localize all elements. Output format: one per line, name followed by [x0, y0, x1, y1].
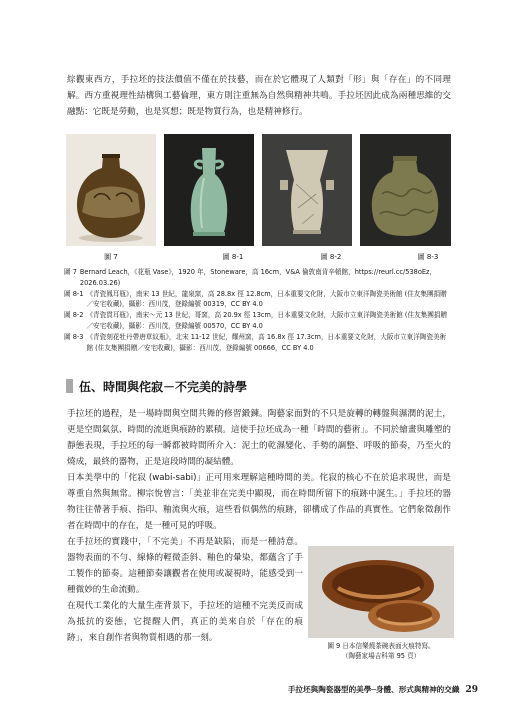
fig8-1-photo: [164, 134, 254, 246]
caption-fig8-3: [64, 332, 452, 354]
section-heading: [66, 378, 247, 394]
fig7-label: 圖 7: [104, 253, 118, 261]
fig9-caption-line-2: （陶藝家場吉科第 95 頁）: [341, 651, 421, 660]
section-title: 伍、時間與侘寂－不完美的詩學: [79, 379, 248, 394]
fig9-caption-line-1: 圖 9 日本信樂燒茶碗表面火痕特寫。: [327, 642, 435, 650]
caption-text: 《青瓷貫耳瓶》，南宋〜元 13 世紀，哥窯，高 20.9x 徑 13cm，日本重要文化財，大阪市立東洋陶瓷美術館 (住友集團捐贈／安宅收藏)，攝影：西川茂，登錄編號 00570，CC BY 4.0: [86, 311, 448, 330]
caption-label: 圖 8-3: [64, 332, 84, 341]
figure-captions: [64, 267, 452, 353]
fig8-2-photo: [262, 134, 352, 246]
caption-label: 圖 8-1: [64, 289, 84, 298]
running-title: 手拉坯與陶瓷器型的美學─身體、形式與精神的交織: [287, 685, 460, 694]
heading-marker: [66, 379, 73, 393]
page-footer: [288, 684, 478, 695]
fig7-photo: [66, 134, 156, 246]
fig8-2-label: 圖 8-2: [320, 253, 342, 261]
fig9-photo: [308, 546, 454, 638]
caption-label: 圖 7: [64, 268, 77, 276]
fig9-caption: [310, 642, 452, 661]
body-paragraph-3: 在手拉坯的實踐中，「不完美」不再是缺陷，而是一種詩意。器物表面的不勻、線條的輕微歪斜、釉色的暈染，都蘊含了手工製作的節奏。這種節奏讓觀者在使用或凝視時，能感受到一種微妙的生命流動。: [67, 537, 303, 595]
caption-label: 圖 8-2: [64, 311, 84, 320]
caption-text: 《青瓷鳳耳瓶》，南宋 13 世紀，龍泉窯，高 28.8x 徑 12.8cm，日本重要文化財，大阪市立東洋陶瓷美術館 (住友集團捐贈／安宅收藏)，攝影：西川茂，登錄編號 00319，CC BY 4.0: [86, 289, 447, 309]
figure-row: [66, 134, 451, 246]
body-paragraph-1: 手拉坯的過程，是一場時間與空間共舞的修習鍛鍊。陶藝家面對的不只是旋轉的轉盤與濕潤的泥土，更是空間氣氛、時間的流逝與痕跡的累積。這使手拉坯成為一種「時間的藝術」。不同於繪畫與雕塑的靜態表現，手拉坯的每一瞬都被時間所介入：泥土的乾濕變化、手勢的調整、呼吸的節奏，乃至火的燒成，最終的器物，正是這段時間的凝結體。: [67, 409, 451, 467]
intro-paragraph: 綜觀東西方，手拉坯的技法價值不僅在於技藝，而在於它體現了人類對「形」與「存在」的不同理解。西方重視理性結構與工藝倫理，東方則注重無為自然與精神共鳴。手拉坯因此成為兩種思維的交融點：它既是勞動，也是冥想；既是物質行為，也是精神修行。: [67, 75, 451, 117]
caption-text: Bernard Leach，《花瓶 Vase》，1920 年，Stoneware，高 16cm，V&A 倫敦南肯辛頓館，https://reurl.cc/538oEz，2026.03.26): [79, 268, 437, 287]
fig8-1-label: 圖 8-1: [222, 253, 244, 261]
caption-text: 《青瓷刻花牡丹帶唐草紋瓶》，北宋 11-12 世紀，耀州窯，高 16.8x 徑 17.3cm，日本重要文化財，大阪市立東洋陶瓷美術館 (住友集團捐贈／安宅收藏)，攝影：西川茂，登錄編號 00666，CC BY 4.0: [86, 332, 447, 352]
page-number: 29: [465, 685, 478, 695]
caption-fig8-2: [64, 310, 452, 332]
caption-fig8-1: [64, 289, 452, 311]
body-paragraph-4: 在現代工業化的大量生產背景下，手拉坯的這種不完美反而成為抵抗的姿態，它提醒人們，真正的美來自於「存在的痕跡」，來自創作者與物質相遇的那一刻。: [67, 601, 303, 643]
fig8-3-label: 圖 8-3: [417, 253, 439, 261]
body-paragraph-2: 日本美學中的「侘寂 (wabi-sabi)」正可用來理解這種時間的美。侘寂的核心不在於追求現世，而是尊重自然與無常。柳宗悅曾言：「美並非在完美中顯現，而在時間所留下的痕跡中誕生。」手拉坯的器物往往帶著手痕、指印、釉流與火痕，這些看似偶然的痕跡，卻構成了作品的真實性。它們象徵創作者在時間中的存在，是一種可見的呼吸。: [67, 473, 451, 531]
fig8-3-photo: [360, 134, 451, 246]
caption-fig7: [64, 267, 452, 289]
